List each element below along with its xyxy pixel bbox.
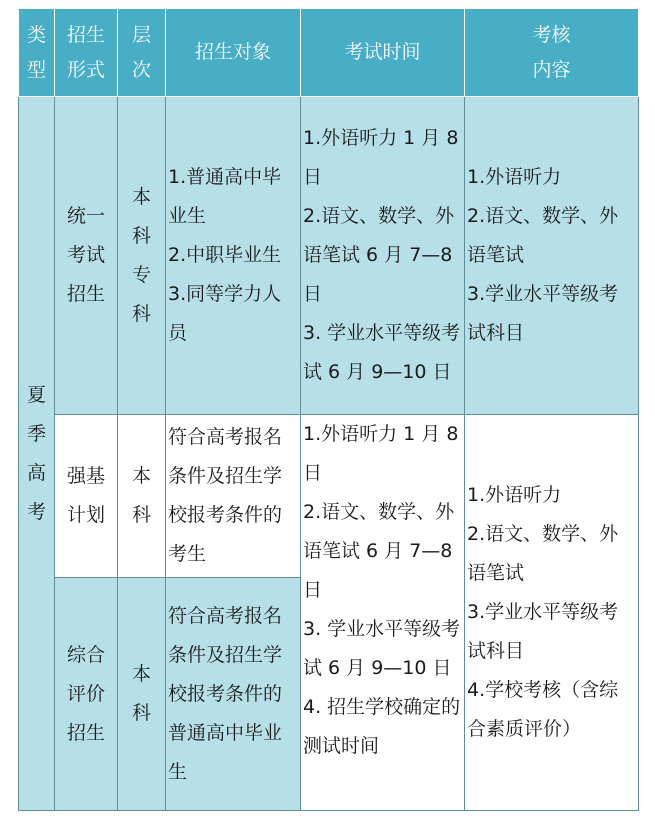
header-level: 层 次 [118, 9, 166, 97]
target-cell: 符合高考报名条件及招生学校报考条件的普通高中毕业生 [166, 578, 301, 811]
table-row [19, 415, 639, 578]
table-row [19, 97, 639, 415]
level-cell: 本 科 [118, 578, 166, 811]
header-target: 招生对象 [166, 9, 301, 97]
target-cell: 1.普通高中毕业生 2.中职毕业生 3.同等学力人员 [166, 97, 301, 415]
admission-table [18, 8, 639, 811]
level-cell: 本 科 专 科 [118, 97, 166, 415]
level-cell: 本 科 [118, 415, 166, 578]
header-time: 考试时间 [301, 9, 465, 97]
header-row [19, 9, 639, 97]
form-cell: 综合 评价 招生 [55, 578, 118, 811]
category-cell: 夏 季 高 考 [19, 97, 55, 811]
header-content: 考核 内容 [465, 9, 639, 97]
content-cell: 1.外语听力 2.语文、数学、外语笔试 3.学业水平等级考试科目 [465, 97, 639, 415]
time-cell: 1.外语听力 1 月 8 日 2.语文、数学、外语笔试 6 月 7—8 日 3. 学业水平等级考试 6 月 9—10 日 [301, 97, 465, 415]
form-cell: 强基 计划 [55, 415, 118, 578]
time-cell: 1.外语听力 1 月 8 日 2.语文、数学、外语笔试 6 月 7—8 日 3. 学业水平等级考试 6 月 9—10 日 4. 招生学校确定的测试时间 [301, 415, 465, 811]
header-form: 招生 形式 [55, 9, 118, 97]
target-cell: 符合高考报名条件及招生学校报考条件的考生 [166, 415, 301, 578]
header-type: 类 型 [19, 9, 55, 97]
form-cell: 统一 考试 招生 [55, 97, 118, 415]
content-cell: 1.外语听力 2.语文、数学、外语笔试 3.学业水平等级考试科目 4.学校考核（含综合素质评价） [465, 415, 639, 811]
